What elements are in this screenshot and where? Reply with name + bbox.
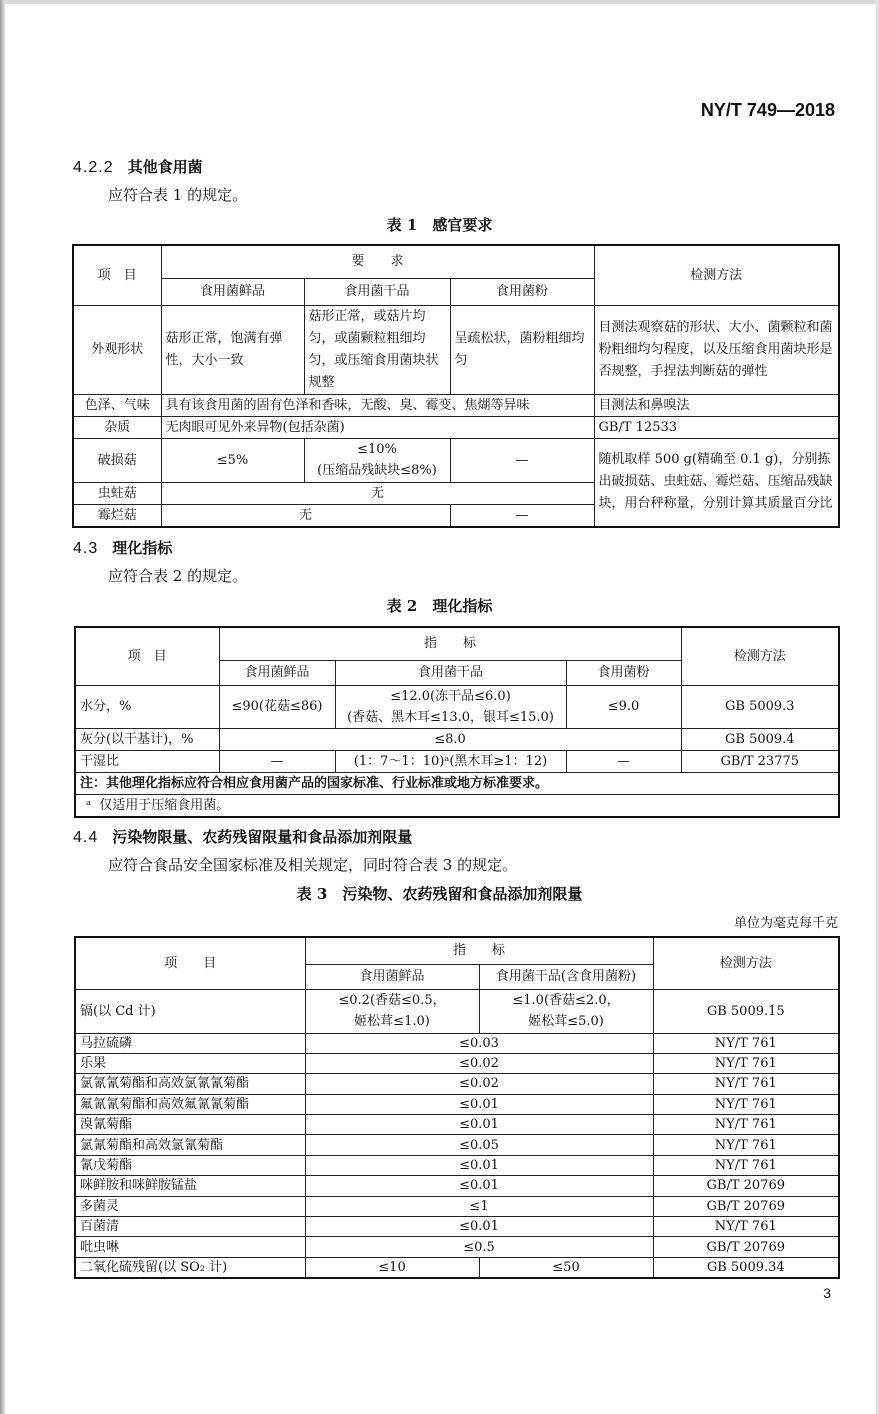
t3-cell-item: 乐果	[75, 1053, 305, 1073]
t3-cell-dry: ≤50	[479, 1257, 653, 1278]
section-4-4-text: 应符合食品安全国家标准及相关规定，同时符合表 3 的规定。	[108, 856, 518, 874]
t3-cell-method: NY/T 761	[653, 1115, 839, 1135]
t2-header-dry: 食用菌干品	[335, 660, 566, 685]
table-row	[75, 1033, 839, 1053]
t3-cell-item: 溴氰菊酯	[75, 1115, 305, 1135]
t2-cell-value: ≤8.0	[219, 728, 681, 750]
table3-unit: 单位为毫克每千克	[733, 916, 838, 931]
page-number: 3	[823, 1285, 831, 1301]
t1-cell-value: 无	[161, 482, 594, 504]
t1-cell-value: 具有该食用菌的固有色泽和香味，无酸、臭、霉变、焦煳等异味	[161, 394, 594, 416]
t3-cell-value: ≤0.01	[305, 1094, 653, 1114]
t2-cell-powder: —	[566, 750, 681, 772]
t1-cell-powder: —	[450, 438, 594, 482]
table-row	[75, 1115, 839, 1135]
section-4-4-heading	[73, 826, 412, 847]
t3-cell-value: ≤0.02	[305, 1074, 653, 1094]
t1-cell-dry: ≤10% (压缩品残缺块≤8%)	[304, 438, 450, 482]
t3-cell-item: 咪鲜胺和咪鲜胺锰盐	[75, 1176, 305, 1196]
t1-cell-item: 虫蛀菇	[73, 482, 161, 504]
t3-cell-value: ≤0.01	[305, 1217, 653, 1237]
t3-cell-item: 马拉硫磷	[75, 1033, 305, 1053]
t1-header-method: 检测方法	[594, 245, 839, 305]
t1-cell-fresh: ≤5%	[161, 438, 304, 482]
t3-cell-method: GB 5009.15	[653, 989, 839, 1033]
table1-caption: 表 1 感官要求	[386, 216, 493, 234]
t3-cell-item: 二氧化硫残留(以 SO₂ 计)	[75, 1257, 305, 1278]
t3-cell-method: GB/T 20769	[653, 1196, 839, 1216]
table-row	[75, 1155, 839, 1175]
t1-header-requirement: 要 求	[161, 245, 594, 278]
table-row	[75, 989, 839, 1033]
t1-header-powder: 食用菌粉	[450, 278, 594, 305]
t1-cell-item: 霉烂菇	[73, 504, 161, 527]
section-number: 4.2.2	[73, 159, 114, 176]
table-row	[75, 1074, 839, 1094]
table-row	[75, 1217, 839, 1237]
t3-cell-item: 百菌清	[75, 1217, 305, 1237]
table3-caption: 表 3 污染物、农药残留和食品添加剂限量	[296, 885, 583, 903]
table-1-sensory	[72, 244, 840, 528]
t2-cell-powder: ≤9.0	[566, 685, 681, 728]
t3-cell-fresh: ≤0.2(香菇≤0.5， 姬松茸≤1.0)	[305, 989, 479, 1033]
t2-footnote	[75, 794, 839, 817]
t1-cell-dry: 菇形正常，或菇片均匀，或菌颗粒粗细均匀，或压缩食用菌块状规整	[304, 305, 450, 394]
t3-cell-value: ≤0.05	[305, 1135, 653, 1155]
t3-cell-value: ≤0.02	[305, 1053, 653, 1073]
t3-cell-item: 吡虫啉	[75, 1237, 305, 1257]
t3-cell-item: 镉(以 Cd 计)	[75, 989, 305, 1033]
t2-header-method: 检测方法	[681, 627, 839, 685]
t2-cell-item: 干湿比	[75, 750, 219, 772]
t1-cell-method: 随机取样 500 g(精确至 0.1 g)，分别拣出破损菇、虫蛀菇、霉烂菇、压缩品残缺块，用台秤称量，分别计算其质量百分比	[594, 438, 839, 527]
t1-header-fresh: 食用菌鲜品	[161, 278, 304, 305]
t3-cell-method: GB/T 20769	[653, 1237, 839, 1257]
t2-note: 注：其他理化指标应符合相应食用菌产品的国家标准、行业标准或地方标准要求。	[75, 772, 839, 794]
t3-cell-dry: ≤1.0(香菇≤2.0， 姬松茸≤5.0)	[479, 989, 653, 1033]
table-row	[75, 1176, 839, 1196]
t2-cell-item: 水分，%	[75, 685, 219, 728]
t1-header-item: 项 目	[73, 245, 161, 305]
t2-cell-method: GB 5009.4	[681, 728, 839, 750]
t3-cell-method: NY/T 761	[653, 1155, 839, 1175]
t3-cell-method: NY/T 761	[653, 1033, 839, 1053]
section-title: 理化指标	[112, 539, 173, 557]
t1-cell-value: 无	[161, 504, 450, 527]
t1-cell-item: 破损菇	[73, 438, 161, 482]
table-3-contaminants	[74, 936, 840, 1279]
standard-number: NY/T 749—2018	[700, 100, 835, 120]
t2-cell-method: GB/T 23775	[681, 750, 839, 772]
t1-cell-fresh: 菇形正常，饱满有弹性，大小一致	[161, 305, 304, 394]
t3-cell-method: GB 5009.34	[653, 1257, 839, 1278]
t3-cell-value: ≤1	[305, 1196, 653, 1216]
t2-cell-fresh: ≤90(花菇≤86)	[219, 685, 335, 728]
t3-cell-item: 氯氰氰菊酯和高效氯氰氰菊酯	[75, 1074, 305, 1094]
table-row	[75, 1135, 839, 1155]
t3-cell-fresh: ≤10	[305, 1257, 479, 1278]
t1-cell-item: 外观形状	[73, 305, 161, 394]
t3-cell-method: NY/T 761	[653, 1074, 839, 1094]
section-number: 4.3	[73, 540, 99, 557]
table-row	[75, 1196, 839, 1216]
t2-header-index: 指 标	[219, 627, 681, 660]
t1-cell-powder: 呈疏松状，菌粉粗细均匀	[450, 305, 594, 394]
t2-cell-method: GB 5009.3	[681, 685, 839, 728]
page-edge-left	[0, 0, 5, 1414]
t1-cell-method: GB/T 12533	[594, 416, 839, 438]
t1-cell-item: 杂质	[73, 416, 161, 438]
t2-footnote-text: 仅适用于压缩食用菌。	[99, 797, 230, 813]
t1-cell-item: 色泽、气味	[73, 394, 161, 416]
t1-cell-method: 目测法和鼻嗅法	[594, 394, 839, 416]
t2-cell-item: 灰分(以干基计)，%	[75, 728, 219, 750]
t2-header-item: 项 目	[75, 627, 219, 685]
t1-cell-powder: —	[450, 504, 594, 527]
t3-cell-value: ≤0.03	[305, 1033, 653, 1053]
section-number: 4.4	[73, 829, 99, 846]
section-4-2-2-heading	[73, 156, 203, 177]
section-title: 其他食用菌	[127, 158, 203, 176]
section-4-3-text: 应符合表 2 的规定。	[108, 567, 248, 585]
section-4-3-heading	[73, 537, 172, 558]
t3-header-method: 检测方法	[653, 937, 839, 989]
t2-header-powder: 食用菌粉	[566, 660, 681, 685]
t3-header-index: 指 标	[305, 937, 653, 964]
page-edge	[0, 0, 879, 4]
t3-cell-method: NY/T 761	[653, 1094, 839, 1114]
t3-cell-method: NY/T 761	[653, 1217, 839, 1237]
table-row	[75, 1257, 839, 1278]
t1-cell-value: 无肉眼可见外来异物(包括杂菌)	[161, 416, 594, 438]
section-title: 污染物限量、农药残留限量和食品添加剂限量	[112, 828, 413, 846]
table2-caption: 表 2 理化指标	[386, 597, 493, 615]
t3-cell-item: 氯氰菊酯和高效氯氰菊酯	[75, 1135, 305, 1155]
t3-cell-method: NY/T 761	[653, 1053, 839, 1073]
t1-header-dry: 食用菌干品	[304, 278, 450, 305]
table-row	[75, 1094, 839, 1114]
t2-cell-dry: (1：7～1：10)ᵃ(黑木耳≥1：12)	[335, 750, 566, 772]
t3-cell-item: 多菌灵	[75, 1196, 305, 1216]
t3-cell-item: 氰戊菊酯	[75, 1155, 305, 1175]
t3-cell-value: ≤0.01	[305, 1155, 653, 1175]
t2-footnote-mark: ᵃ	[86, 797, 92, 813]
t3-cell-value: ≤0.01	[305, 1115, 653, 1135]
table-row	[75, 1053, 839, 1073]
t3-cell-value: ≤0.01	[305, 1176, 653, 1196]
section-4-2-2-text: 应符合表 1 的规定。	[108, 186, 248, 204]
t2-cell-fresh: —	[219, 750, 335, 772]
t3-cell-item: 氟氰氰菊酯和高效氟氰氰菊酯	[75, 1094, 305, 1114]
t3-header-fresh: 食用菌鲜品	[305, 964, 479, 989]
t3-cell-method: GB/T 20769	[653, 1176, 839, 1196]
t2-header-fresh: 食用菌鲜品	[219, 660, 335, 685]
t2-cell-dry: ≤12.0(冻干品≤6.0) (香菇、黑木耳≤13.0，银耳≤15.0)	[335, 685, 566, 728]
t3-cell-method: NY/T 761	[653, 1135, 839, 1155]
t3-header-item: 项 目	[75, 937, 305, 989]
table-row	[75, 1237, 839, 1257]
t3-cell-value: ≤0.5	[305, 1237, 653, 1257]
table-2-physicochemical	[74, 626, 840, 818]
t3-header-dry: 食用菌干品(含食用菌粉)	[479, 964, 653, 989]
t1-cell-method: 目测法观察菇的形状、大小、菌颗粒和菌粉粗细均匀程度，以及压缩食用菌块形是否规整，手捏法判断菇的弹性	[594, 305, 839, 394]
